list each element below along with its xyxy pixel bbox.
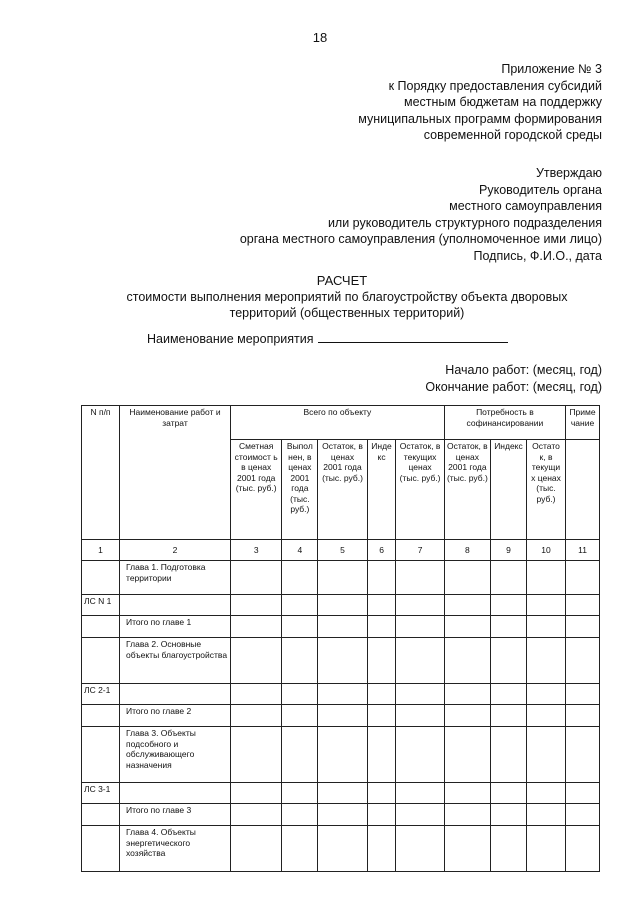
- row-name: Глава 2. Основные объекты благоустройства: [120, 638, 231, 684]
- subheader-cell: Остаток, в ценах 2001 года (тыс. руб.): [318, 440, 367, 540]
- column-number: 5: [318, 540, 367, 561]
- subheader-cell: [566, 440, 600, 540]
- column-number: 1: [82, 540, 120, 561]
- subheader-cell: Инде кс: [367, 440, 396, 540]
- header-note: Приме чание: [566, 406, 600, 440]
- table-row: [82, 561, 600, 595]
- subheader-cell: Выпол нен, в ценах 2001 года (тыс. руб.): [282, 440, 318, 540]
- table-row: [82, 783, 600, 804]
- column-number: 7: [396, 540, 444, 561]
- row-n: ЛС 2-1: [82, 684, 120, 705]
- event-name-label: Наименование мероприятия: [147, 332, 314, 346]
- row-name: [120, 684, 231, 705]
- approval-block: [172, 165, 602, 264]
- row-name: Глава 4. Объекты энергетического хозяйства: [120, 826, 231, 872]
- row-n: [82, 705, 120, 727]
- table-row: [82, 595, 600, 616]
- row-name: [120, 595, 231, 616]
- table-row: [82, 826, 600, 872]
- row-n: [82, 561, 120, 595]
- approval-line: Утверждаю: [535, 166, 602, 180]
- table-row: [82, 638, 600, 684]
- row-n: [82, 638, 120, 684]
- row-name: Итого по главе 2: [120, 705, 231, 727]
- table-row: [82, 616, 600, 638]
- row-name: Итого по главе 3: [120, 804, 231, 826]
- table-row: [82, 727, 600, 783]
- column-number: 6: [367, 540, 396, 561]
- document-title: РАСЧЕТ: [316, 273, 368, 288]
- subheader-cell: Остаток, в текущих ценах (тыс. руб.): [396, 440, 444, 540]
- column-number: 3: [231, 540, 282, 561]
- start-date-label: Начало работ: (месяц, год): [445, 363, 602, 377]
- approval-line: органа местного самоуправления (уполномоченное ими лицо): [239, 232, 602, 246]
- column-number: 4: [282, 540, 318, 561]
- end-date-label: Окончание работ: (месяц, год): [425, 380, 602, 394]
- table-row: [82, 684, 600, 705]
- row-n: [82, 826, 120, 872]
- subheader-cell: Индекс: [490, 440, 526, 540]
- appendix-line: Приложение № 3: [501, 62, 602, 76]
- header-total: Всего по объекту: [231, 406, 445, 440]
- column-number: 11: [566, 540, 600, 561]
- table-row: [82, 705, 600, 727]
- calculation-table: [81, 405, 600, 872]
- row-n: ЛС 3-1: [82, 783, 120, 804]
- column-number: 9: [490, 540, 526, 561]
- appendix-line: муниципальных программ формирования: [358, 111, 602, 126]
- row-n: [82, 804, 120, 826]
- appendix-line: местным бюджетам на поддержку: [403, 95, 602, 109]
- header-n: N п/п: [82, 406, 120, 540]
- appendix-header: [242, 61, 602, 144]
- approval-line: местного самоуправления: [449, 199, 602, 213]
- appendix-line: современной городской среды: [423, 128, 602, 142]
- row-n: [82, 616, 120, 638]
- row-n: ЛС N 1: [82, 595, 120, 616]
- approval-line: Подпись, Ф.И.О., дата: [473, 248, 602, 263]
- table-row: [82, 804, 600, 826]
- column-number: 8: [444, 540, 490, 561]
- row-name: Глава 1. Подготовка территории: [120, 561, 231, 595]
- appendix-line: к Порядку предоставления субсидий: [388, 78, 602, 93]
- page-number: 18: [312, 30, 328, 45]
- work-dates: [425, 362, 602, 396]
- subheader-cell: Остато к, в текущи х ценах (тыс. руб.): [526, 440, 565, 540]
- header-name: Наименование работ и затрат: [120, 406, 231, 540]
- row-name: Итого по главе 1: [120, 616, 231, 638]
- subheader-cell: Сметная стоимост ь в ценах 2001 года (тыс. руб.): [231, 440, 282, 540]
- approval-line: или руководитель структурного подразделения: [327, 215, 602, 230]
- row-name: Глава 3. Объекты подсобного и обслуживающего назначения: [120, 727, 231, 783]
- approval-line: Руководитель органа: [479, 182, 602, 197]
- column-number: 2: [120, 540, 231, 561]
- header-need: Потребность в софинансировании: [444, 406, 565, 440]
- row-name: [120, 783, 231, 804]
- subheader-cell: Остаток, в ценах 2001 года (тыс. руб.): [444, 440, 490, 540]
- document-subtitle: стоимости выполнения мероприятий по благоустройству объекта дворовых территорий (общественных территорий): [126, 290, 568, 320]
- event-name-blank-line: [318, 332, 508, 343]
- column-number: 10: [526, 540, 565, 561]
- event-name-field: [147, 332, 508, 346]
- row-n: [82, 727, 120, 783]
